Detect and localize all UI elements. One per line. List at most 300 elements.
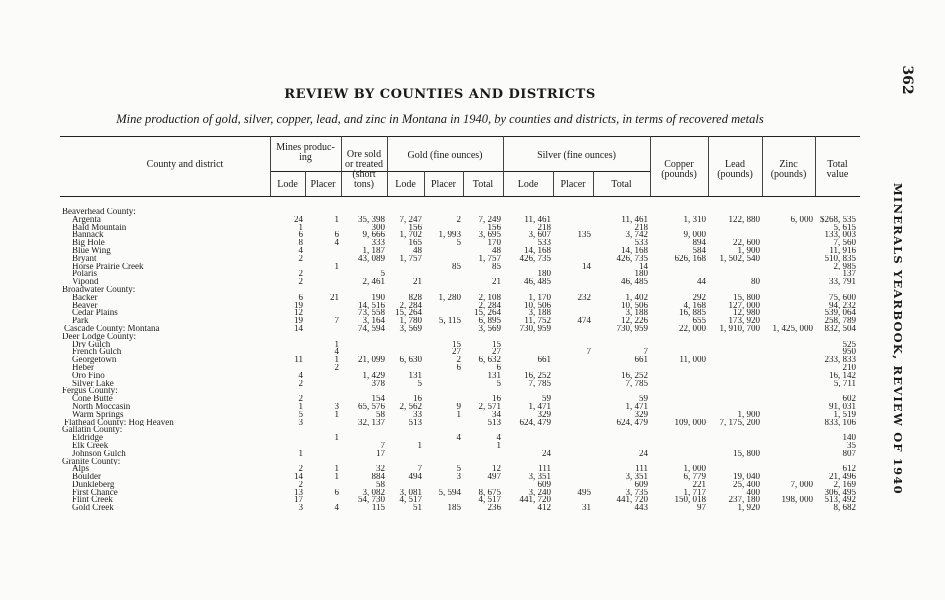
cell-silver-total: 11, 461 [621, 215, 648, 224]
cell-lead: 1, 920 [737, 504, 760, 513]
cell-ore-tons: 65, 576 [358, 402, 385, 411]
cell-mines-lode [270, 208, 305, 216]
cell-mines-placer [305, 458, 341, 466]
cell-mines-lode: 8 [298, 239, 303, 247]
cell-silver-lode: 24 [542, 449, 551, 458]
cell-gold-total: 3, 569 [478, 324, 501, 333]
cell-copper: 16, 885 [679, 309, 706, 318]
cell-copper: 150, 018 [674, 496, 706, 505]
cell-zinc: 6, 000 [790, 215, 813, 224]
running-head-text: MINERALS YEARBOOK, REVIEW OF 1940 [891, 183, 905, 495]
cell-gold-placer [424, 450, 463, 458]
cell-mines-placer [305, 255, 341, 263]
cell-silver-lode: 46, 485 [524, 278, 551, 286]
header-lead [708, 160, 762, 180]
cell-mines-lode: 2 [298, 465, 303, 474]
cell-lead [708, 465, 762, 473]
cell-silver-placer [553, 411, 593, 419]
cell-ore-tons [341, 364, 387, 372]
cell-zinc [762, 263, 815, 271]
cell-mines-placer: 3 [334, 402, 339, 411]
cell-zinc [762, 356, 815, 364]
cell-gold-placer [424, 309, 463, 317]
cell-mines-placer: 1 [334, 465, 339, 474]
header-ore-line2: or treated [344, 159, 384, 170]
cell-gold-placer: 1 [456, 410, 461, 419]
header-zinc-line2: (pounds) [770, 169, 807, 180]
district-name: Beaver [72, 301, 98, 310]
cell-silver-lode: 11, 752 [524, 317, 551, 325]
cell-ore-tons: 58 [376, 410, 385, 419]
cell-silver-lode [503, 333, 553, 341]
district-name: Bryant [72, 254, 97, 263]
cell-gold-placer [424, 255, 463, 263]
cell-lead [708, 442, 762, 450]
cell-total-value: 539, 064 [824, 309, 856, 318]
cell-total-value: 525 [842, 340, 856, 349]
cell-total-value: 807 [842, 449, 856, 458]
table-row [62, 489, 858, 497]
cell-ore-tons: 884 [371, 473, 385, 481]
cell-mines-placer: 1 [334, 356, 339, 364]
cell-silver-placer [553, 208, 593, 216]
cell-gold-lode: 2, 562 [399, 402, 422, 411]
table-row [62, 309, 858, 317]
cell-silver-placer: 232 [577, 293, 591, 302]
cell-zinc [762, 208, 815, 216]
cell-ore-tons: 21, 099 [358, 356, 385, 364]
cell-gold-total: 21 [492, 278, 501, 286]
cell-mines-placer [305, 325, 341, 333]
district-name: Granite County: [62, 457, 121, 466]
cell-total-value: 133, 003 [824, 231, 856, 240]
cell-silver-placer [553, 450, 593, 458]
cell-silver-lode [503, 348, 553, 356]
cell-silver-placer [553, 442, 593, 450]
cell-gold-total: 1, 757 [478, 254, 501, 263]
cell-gold-lode: 1, 780 [399, 317, 422, 325]
cell-silver-lode: 10, 506 [524, 301, 551, 310]
cell-copper: 292 [692, 293, 706, 302]
cell-silver-placer [553, 434, 593, 442]
cell-mines-placer: 21 [330, 293, 339, 302]
cell-copper [650, 434, 708, 442]
cell-gold-lode [387, 348, 424, 356]
cell-silver-placer [553, 356, 593, 364]
cell-zinc [762, 317, 815, 325]
cell-silver-total: 624, 479 [616, 418, 648, 427]
cell-mines-lode: 5 [298, 410, 303, 419]
header-lead-line1: Lead [725, 159, 745, 170]
cell-copper [650, 364, 708, 372]
cell-silver-lode [503, 286, 553, 294]
cell-gold-placer: 3 [456, 473, 461, 481]
cell-mines-lode: 6 [298, 231, 303, 240]
cell-mines-lode [270, 286, 305, 294]
cell-gold-placer: 5 [456, 239, 461, 247]
cell-lead [708, 356, 762, 364]
header-mines-line2: ing [299, 152, 312, 163]
header-gold-placer: Placer [431, 179, 456, 190]
table-body [62, 208, 858, 512]
cell-gold-placer: 1, 280 [438, 293, 461, 302]
cell-copper: 221 [692, 480, 706, 489]
cell-total-value: 75, 600 [829, 293, 856, 302]
cell-gold-lode: 33 [413, 410, 422, 419]
cell-zinc [762, 380, 815, 388]
cell-gold-placer: 9 [456, 402, 461, 411]
cell-mines-lode: 2 [298, 480, 303, 489]
cell-total-value: 258, 789 [824, 317, 856, 325]
cell-silver-lode [503, 208, 553, 216]
cell-ore-tons: 115 [371, 504, 385, 513]
cell-gold-lode: 48 [413, 246, 422, 255]
cell-zinc [762, 403, 815, 411]
cell-gold-total [463, 450, 503, 458]
cell-ore-tons: 54, 730 [358, 496, 385, 505]
cell-silver-total: 14, 168 [621, 246, 648, 255]
cell-ore-tons: 35, 398 [358, 215, 385, 224]
cell-mines-lode [270, 442, 305, 450]
cell-copper [650, 348, 708, 356]
cell-zinc: 1, 425, 000 [772, 324, 813, 333]
cell-lead: 15, 800 [733, 449, 760, 458]
cell-gold-lode: 156 [408, 223, 422, 232]
cell-ore-tons [341, 263, 387, 271]
cell-mines-placer [305, 426, 341, 434]
table-row [62, 302, 858, 310]
cell-gold-placer [424, 325, 463, 333]
cell-silver-placer [553, 270, 593, 278]
cell-zinc [762, 286, 815, 294]
cell-gold-placer [424, 426, 463, 434]
cell-gold-total [463, 426, 503, 434]
cell-gold-lode: 131 [408, 371, 422, 380]
table-row [62, 325, 858, 333]
cell-mines-lode: 1 [298, 402, 303, 411]
cell-silver-total: 14 [639, 262, 648, 271]
header-county: County and district [146, 159, 224, 170]
cell-mines-lode: 24 [294, 215, 303, 224]
cell-mines-placer [305, 442, 341, 450]
cell-gold-placer [424, 458, 463, 466]
header-total-line1: Total [827, 159, 848, 170]
cell-gold-total: 156 [487, 223, 501, 232]
cell-gold-placer [424, 286, 463, 294]
cell-mines-placer: 1 [334, 434, 339, 442]
cell-silver-lode: 329 [537, 410, 551, 419]
cell-gold-placer [424, 380, 463, 388]
cell-silver-total: 1, 471 [625, 402, 648, 411]
page-number: 362 [899, 65, 915, 95]
table-row [62, 403, 858, 411]
cell-silver-lode: 3, 607 [528, 231, 551, 240]
cell-silver-placer [553, 278, 593, 286]
cell-lead [708, 270, 762, 278]
cell-mines-placer: 1 [334, 262, 339, 271]
cell-zinc [762, 239, 815, 247]
cell-zinc [762, 333, 815, 341]
cell-gold-total: 1 [496, 441, 501, 450]
table-row [62, 465, 858, 473]
table-row [62, 348, 858, 356]
cell-mines-lode [270, 426, 305, 434]
cell-ore-tons [341, 286, 387, 294]
cell-mines-placer [305, 278, 341, 286]
cell-total-value: 21, 496 [829, 473, 856, 481]
cell-total-value: 2, 985 [833, 262, 856, 271]
cell-silver-placer [553, 216, 593, 224]
cell-total-value [815, 208, 858, 216]
cell-gold-placer [424, 247, 463, 255]
cell-silver-lode [503, 458, 553, 466]
cell-silver-total [593, 208, 650, 216]
cell-gold-lode [387, 481, 424, 489]
cell-ore-tons [341, 458, 387, 466]
cell-gold-lode: 21 [413, 278, 422, 286]
table-row [62, 395, 858, 403]
cell-mines-placer [305, 286, 341, 294]
cell-silver-total [593, 458, 650, 466]
cell-lead: 127, 000 [728, 301, 760, 310]
cell-copper: 894 [692, 239, 706, 247]
cell-total-value: 140 [842, 434, 856, 442]
cell-gold-lode: 7, 247 [399, 215, 422, 224]
district-name: Georgetown [72, 356, 117, 364]
cell-silver-total: 443 [634, 504, 648, 513]
cell-silver-placer [553, 473, 593, 481]
cell-mines-placer: 4 [334, 239, 339, 247]
header-ore-sold [341, 150, 387, 190]
cell-ore-tons: 1, 187 [362, 246, 385, 255]
cell-ore-tons: 333 [371, 239, 385, 247]
cell-gold-total: 497 [487, 473, 501, 481]
cell-zinc: 198, 000 [781, 496, 813, 505]
cell-gold-total: 2, 284 [478, 301, 501, 310]
cell-mines-placer [305, 387, 341, 395]
cell-silver-placer: 7 [586, 348, 591, 357]
cell-ore-tons [341, 333, 387, 341]
county-header-row [62, 208, 858, 216]
cell-mines-lode: 3 [298, 418, 303, 427]
cell-gold-lode: 2, 284 [399, 301, 422, 310]
district-name: Cascade County: Montana [64, 324, 160, 333]
cell-zinc [762, 489, 815, 497]
cell-silver-placer [553, 309, 593, 317]
cell-silver-lode: 3, 188 [528, 309, 551, 318]
cell-gold-lode: 15, 264 [395, 309, 422, 318]
cell-lead: 237, 180 [728, 496, 760, 505]
cell-mines-lode [270, 364, 305, 372]
cell-zinc [762, 255, 815, 263]
header-gold-lode: Lode [395, 179, 416, 190]
cell-copper [650, 372, 708, 380]
cell-ore-tons [341, 348, 387, 356]
cell-mines-placer [305, 224, 341, 232]
cell-silver-placer: 31 [582, 504, 591, 513]
table-row [62, 255, 858, 263]
cell-silver-lode: 180 [537, 270, 551, 279]
header-zinc-line1: Zinc [779, 159, 798, 170]
cell-silver-total: 16, 252 [621, 371, 648, 380]
cell-silver-placer [553, 419, 593, 427]
cell-gold-placer: 15 [452, 340, 461, 349]
district-name: Argenta [72, 215, 101, 224]
cell-lead: 400 [746, 488, 760, 497]
county-header-row [62, 286, 858, 294]
cell-total-value: 5, 711 [833, 379, 856, 388]
cell-gold-placer [424, 419, 463, 427]
cell-silver-placer [553, 325, 593, 333]
cell-gold-total: 15 [492, 340, 501, 349]
cell-lead [708, 380, 762, 388]
cell-ore-tons: 3, 082 [362, 488, 385, 497]
cell-copper: 44 [697, 278, 706, 286]
cell-ore-tons: 17 [376, 449, 385, 458]
cell-mines-placer [305, 395, 341, 403]
cell-ore-tons: 5 [380, 270, 385, 279]
table-row [62, 411, 858, 419]
district-name: Flathead County: Hog Heaven [64, 418, 174, 427]
cell-gold-lode [387, 434, 424, 442]
district-name: First Chance [72, 488, 118, 497]
cell-copper [650, 458, 708, 466]
cell-silver-placer [553, 247, 593, 255]
cell-copper: 1, 310 [683, 215, 706, 224]
cell-gold-lode [387, 364, 424, 372]
cell-silver-placer [553, 302, 593, 310]
cell-silver-lode: 3, 240 [528, 488, 551, 497]
cell-silver-placer [553, 333, 593, 341]
cell-total-value: 210 [842, 363, 856, 372]
cell-mines-lode: 4 [298, 246, 303, 255]
cell-lead [708, 458, 762, 466]
cell-total-value: 513, 492 [824, 496, 856, 505]
cell-silver-total: 3, 351 [625, 473, 648, 481]
cell-silver-total [593, 387, 650, 395]
cell-lead [708, 341, 762, 349]
cell-zinc: 7, 000 [790, 480, 813, 489]
cell-lead [708, 224, 762, 232]
cell-mines-placer [305, 302, 341, 310]
cell-ore-tons: 154 [371, 395, 385, 403]
header-ore-line3: (short [352, 169, 376, 180]
header-mines-producing [270, 143, 341, 163]
cell-zinc [762, 395, 815, 403]
cell-silver-lode: 11, 461 [524, 215, 551, 224]
cell-gold-placer: 85 [452, 262, 461, 271]
cell-silver-lode: 59 [542, 395, 551, 403]
cell-silver-lode: 624, 479 [519, 418, 551, 427]
cell-copper [650, 224, 708, 232]
cell-ore-tons: 14, 516 [358, 301, 385, 310]
cell-total-value [815, 387, 858, 395]
cell-mines-placer [305, 496, 341, 504]
cell-copper [650, 426, 708, 434]
cell-gold-placer: 5 [456, 465, 461, 474]
header-gold-total: Total [472, 179, 494, 190]
cell-gold-placer [424, 442, 463, 450]
cell-gold-placer: 5, 594 [438, 488, 461, 497]
cell-silver-lode: 412 [537, 504, 551, 513]
cell-gold-total: 15, 264 [474, 309, 501, 318]
cell-mines-placer [305, 450, 341, 458]
cell-gold-lode [387, 341, 424, 349]
cell-gold-lode [387, 426, 424, 434]
cell-zinc [762, 224, 815, 232]
cell-gold-lode [387, 263, 424, 271]
cell-mines-placer: 1 [334, 473, 339, 481]
county-header-row [62, 333, 858, 341]
cell-silver-total [593, 426, 650, 434]
cell-gold-placer: 2 [456, 356, 461, 364]
cell-silver-total: 218 [634, 223, 648, 232]
header-mines-placer: Placer [310, 179, 336, 190]
district-name: Vipond [72, 278, 99, 286]
table-row [62, 504, 858, 512]
cell-gold-total: 6, 895 [478, 317, 501, 325]
district-name: Backer [72, 293, 98, 302]
district-name: Gold Creek [72, 504, 114, 513]
cell-copper [650, 333, 708, 341]
cell-gold-placer: 185 [447, 504, 461, 513]
cell-zinc [762, 372, 815, 380]
cell-mines-lode: 1 [298, 449, 303, 458]
cell-total-value: 137 [842, 270, 856, 279]
table-row [62, 372, 858, 380]
cell-gold-placer: 4 [456, 434, 461, 442]
cell-silver-total: 46, 485 [621, 278, 648, 286]
cell-silver-placer [553, 387, 593, 395]
cell-copper [650, 450, 708, 458]
cell-gold-total [463, 458, 503, 466]
table-row [62, 481, 858, 489]
cell-lead [708, 426, 762, 434]
cell-ore-tons [341, 208, 387, 216]
table-caption: Mine production of gold, silver, copper, lead, and zinc in Montana in 1940, by counties and districts, in terms of recovered metals [116, 112, 764, 126]
cell-silver-lode: 533 [537, 239, 551, 247]
cell-silver-lode: 111 [538, 465, 551, 474]
table-row [62, 473, 858, 481]
cell-gold-lode: 51 [413, 504, 422, 513]
cell-total-value [815, 458, 858, 466]
cell-gold-lode [387, 270, 424, 278]
cell-silver-placer: 495 [577, 488, 591, 497]
cell-mines-placer: 6 [334, 231, 339, 240]
cell-gold-placer [424, 481, 463, 489]
district-name: Eldridge [72, 434, 103, 442]
cell-gold-total: 7, 249 [478, 215, 501, 224]
cell-copper: 9, 000 [683, 231, 706, 240]
cell-silver-placer [553, 481, 593, 489]
cell-mines-lode: 2 [298, 379, 303, 388]
cell-zinc [762, 309, 815, 317]
production-table [62, 208, 858, 512]
cell-silver-lode: 16, 252 [524, 371, 551, 380]
cell-mines-placer: 7 [334, 317, 339, 325]
header-zinc [762, 160, 815, 180]
cell-mines-placer [305, 372, 341, 380]
cell-silver-placer: 14 [582, 262, 591, 271]
district-name: Fergus County: [62, 387, 118, 396]
cell-copper [650, 263, 708, 271]
district-name: Bannack [72, 231, 104, 240]
cell-zinc [762, 348, 815, 356]
cell-gold-total: 170 [487, 239, 501, 247]
district-name: Heber [72, 363, 94, 372]
district-name: Cone Butte [72, 395, 113, 403]
cell-silver-total: 533 [634, 239, 648, 247]
